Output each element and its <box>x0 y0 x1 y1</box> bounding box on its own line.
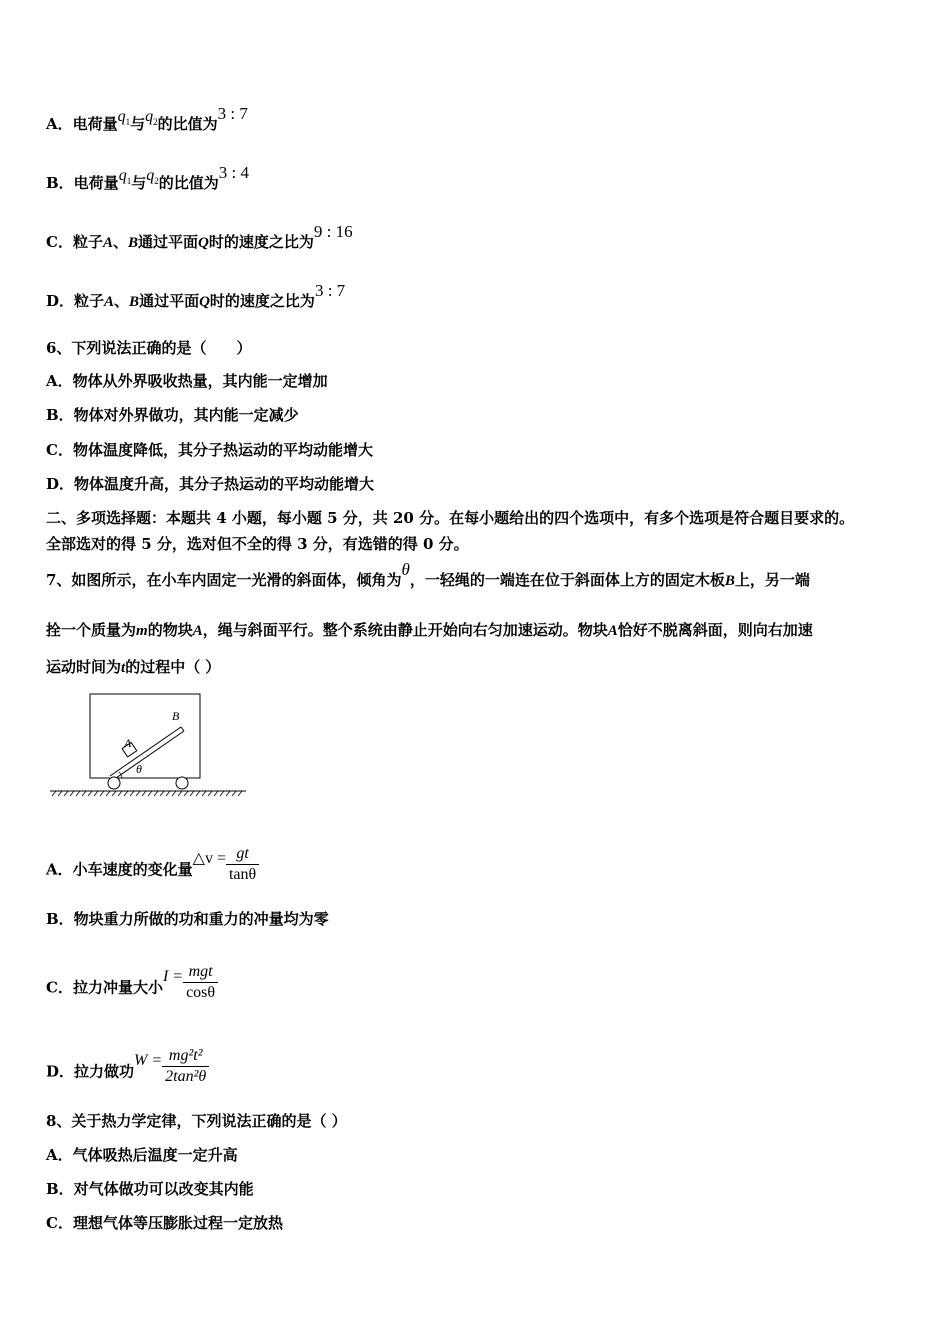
q7-option-c: C．拉力冲量大小I = $\frac{\text{mgt}}{\cos\theta}$ <box>46 968 218 1009</box>
section-heading-line2: 全部选对的得 5 分，选对但不全的得 3 分，有选错的得 0 分。 <box>46 535 469 553</box>
q5-option-a: A．电荷量$q_1$与$q_2$的比值为3 : 7 <box>46 104 248 133</box>
ratio-value: 3 : 4 <box>218 163 249 182</box>
label-a: A <box>124 736 132 750</box>
q8-option-b: B．对气体做功可以改变其内能 <box>46 1180 254 1198</box>
cart-incline-figure <box>48 690 253 800</box>
wheel-left <box>108 777 120 789</box>
q6-option-c: C．物体温度降低，其分子热运动的平均动能增大 <box>46 441 373 459</box>
q7-stem-line1: 7、如图所示，在小车内固定一光滑的斜面体，倾角为θ，一轻绳的一端连在位于斜面体上方的固定木板B上，另一端 <box>46 560 810 589</box>
q7-option-b: B．物块重力所做的功和重力的冲量均为零 <box>46 910 329 928</box>
q6-option-a: A．物体从外界吸收热量，其内能一定增加 <box>46 372 328 390</box>
q7-option-a: A．小车速度的变化量△v = $\frac{gt}{\tan\theta}$ <box>46 850 259 891</box>
q5-option-c: C．粒子A、B通过平面Q时的速度之比为9 : 16 <box>46 222 353 251</box>
q8-stem: 8、关于热力学定律，下列说法正确的是（ ） <box>46 1112 347 1130</box>
q8-option-c: C．理想气体等压膨胀过程一定放热 <box>46 1214 283 1232</box>
q8-option-a: A．气体吸热后温度一定升高 <box>46 1146 238 1164</box>
section-heading-line1: 二、多项选择题：本题共 4 小题，每小题 5 分，共 20 分。在每小题给出的四个选项中，有多个选项是符合题目要求的。 <box>46 509 855 527</box>
incline-surface <box>110 727 181 776</box>
q5-option-d: D．粒子A、B通过平面Q时的速度之比为3 : 7 <box>46 281 346 310</box>
ground-hatch <box>52 791 242 796</box>
ratio-value: 9 : 16 <box>313 222 353 241</box>
fraction: $\frac{gt}{\tan\theta}$ <box>226 844 259 885</box>
label-theta: θ <box>136 762 142 776</box>
q6-stem: 6、下列说法正确的是（ ） <box>46 339 252 357</box>
q5-option-b: B．电荷量$q_1$与$q_2$的比值为3 : 4 <box>46 163 249 192</box>
q7-stem-line2: 拴一个质量为m的物块A，绳与斜面平行。整个系统由静止开始向右匀加速运动。物块A恰好不脱离斜面，则向右加速 <box>46 621 813 639</box>
q7-stem-line3: 运动时间为t的过程中（ ） <box>46 658 221 676</box>
label-b: B <box>172 709 180 723</box>
board-b <box>181 727 184 731</box>
ratio-value: 3 : 7 <box>314 281 346 300</box>
cart-body <box>90 694 200 778</box>
q7-option-d: D．拉力做功W = $\frac{\text{mg²t²}}{\text{2tan²θ}}$ <box>46 1052 209 1093</box>
q6-option-b: B．物体对外界做功，其内能一定减少 <box>46 406 299 424</box>
wheel-right <box>176 777 188 789</box>
q6-option-d: D．物体温度升高，其分子热运动的平均动能增大 <box>46 475 375 493</box>
fraction: $\frac{\text{mgt}}{\cos\theta}$ <box>183 962 218 1003</box>
ratio-value: 3 : 7 <box>217 104 248 123</box>
fraction: $\frac{\text{mg²t²}}{\text{2tan²θ}}$ <box>162 1046 209 1087</box>
